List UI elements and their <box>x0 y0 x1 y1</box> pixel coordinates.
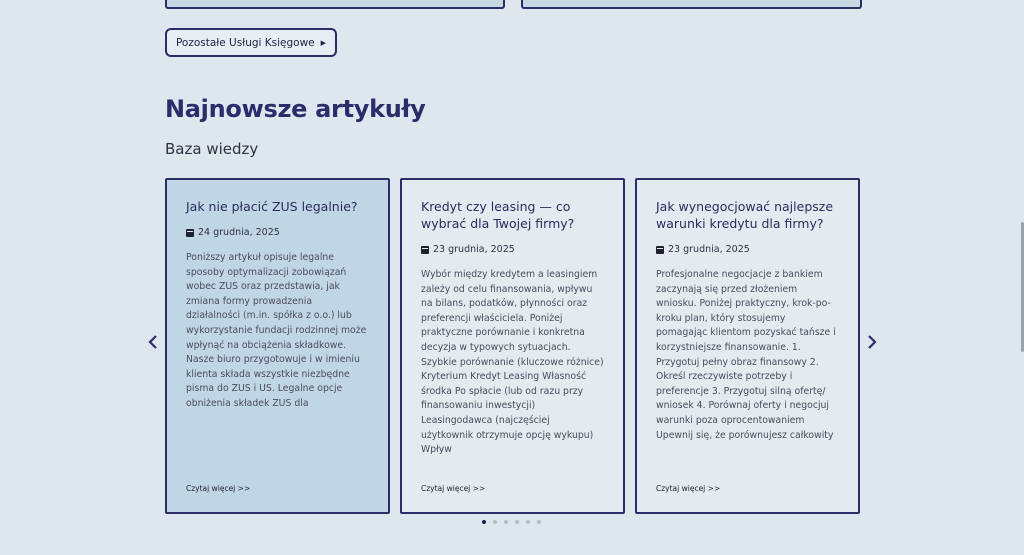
article-card[interactable] <box>635 178 860 514</box>
article-excerpt: Profesjonalne negocjacje z bankiem zaczynają się przed złożeniem wniosku. Poniżej praktyczny, krok-po-kroku plan, który stosujemy pomagając klientom pozyskać tańsze i korzystniejsze finansowanie. 1. Przygotuj pełny obraz finansowy 2. Określ rzeczywiste potrzeby i preferencje 3. Przygotuj silną ofertę/ wniosek 4. Porównaj oferty i negocjuj warunki poza oprocentowaniem Upewnij się, że porównujesz całkowity <box>656 269 836 441</box>
article-date <box>186 227 369 238</box>
chevron-left-icon[interactable] <box>145 332 161 352</box>
service-card-bottom-right <box>521 0 862 9</box>
carousel-dot[interactable] <box>526 520 530 524</box>
carousel-dot[interactable] <box>515 520 519 524</box>
article-excerpt: Poniższy artykuł opisuje legalne sposoby optymalizacji zobowiązań wobec ZUS oraz przedstawia, jak zmiana formy prowadzenia działalności (m.in. spółka z o.o.) lub wykorzystanie fundacji rodzinnej może wpłynąć na obciążenia składkowe. Nasze biuro przygotowuje i w imieniu klienta składa wszystkie niezbędne pisma do ZUS i US. Legalne opcje obniżenia składek ZUS dla <box>186 252 367 409</box>
read-more-link[interactable]: Czytaj więcej >> <box>421 484 486 493</box>
article-date-text: 24 grudnia, 2025 <box>198 227 280 238</box>
article-title[interactable]: Jak wynegocjować najlepsze warunki kredytu dla firmy? <box>656 199 834 231</box>
article-date <box>421 244 604 255</box>
article-title[interactable]: Kredyt czy leasing — co wybrać dla Twojej firmy? <box>421 199 575 231</box>
carousel-dot[interactable] <box>482 520 486 524</box>
article-date <box>656 244 839 255</box>
read-more-link[interactable]: Czytaj więcej >> <box>186 484 251 493</box>
article-title[interactable]: Jak nie płacić ZUS legalnie? <box>186 199 358 214</box>
calendar-icon <box>656 246 664 254</box>
carousel-dot[interactable] <box>493 520 497 524</box>
section-title: Najnowsze artykuły <box>165 95 426 123</box>
more-services-button[interactable] <box>165 28 337 57</box>
more-services-label: Pozostałe Usługi Księgowe <box>175 36 315 49</box>
carousel-dots <box>482 520 541 524</box>
chevron-right-icon[interactable] <box>864 332 880 352</box>
service-card-bottom-left <box>165 0 505 9</box>
carousel-dot[interactable] <box>537 520 541 524</box>
article-card[interactable] <box>165 178 390 514</box>
section-subtitle: Baza wiedzy <box>165 140 259 158</box>
carousel-dot[interactable] <box>504 520 508 524</box>
article-date-text: 23 grudnia, 2025 <box>668 244 750 255</box>
caret-right-icon: ▶ <box>320 38 327 47</box>
calendar-icon <box>186 229 194 237</box>
article-date-text: 23 grudnia, 2025 <box>433 244 515 255</box>
article-excerpt: Wybór między kredytem a leasingiem zależy od celu finansowania, wpływu na bilans, podatków, płynności oraz preferencji właściciela. Poniżej praktyczne porównanie i konkretna decyzja w typowych sytuacjach. Szybkie porównanie (kluczowe różnice) Kryterium Kredyt Leasing Własność środka Po spłacie (lub od razu przy finansowaniu inwestycji) Leasingodawca (najczęściej użytkownik otrzymuje opcję wykupu) Wpływ <box>421 269 604 456</box>
calendar-icon <box>421 246 429 254</box>
read-more-link[interactable]: Czytaj więcej >> <box>656 484 721 493</box>
article-card[interactable] <box>400 178 625 514</box>
